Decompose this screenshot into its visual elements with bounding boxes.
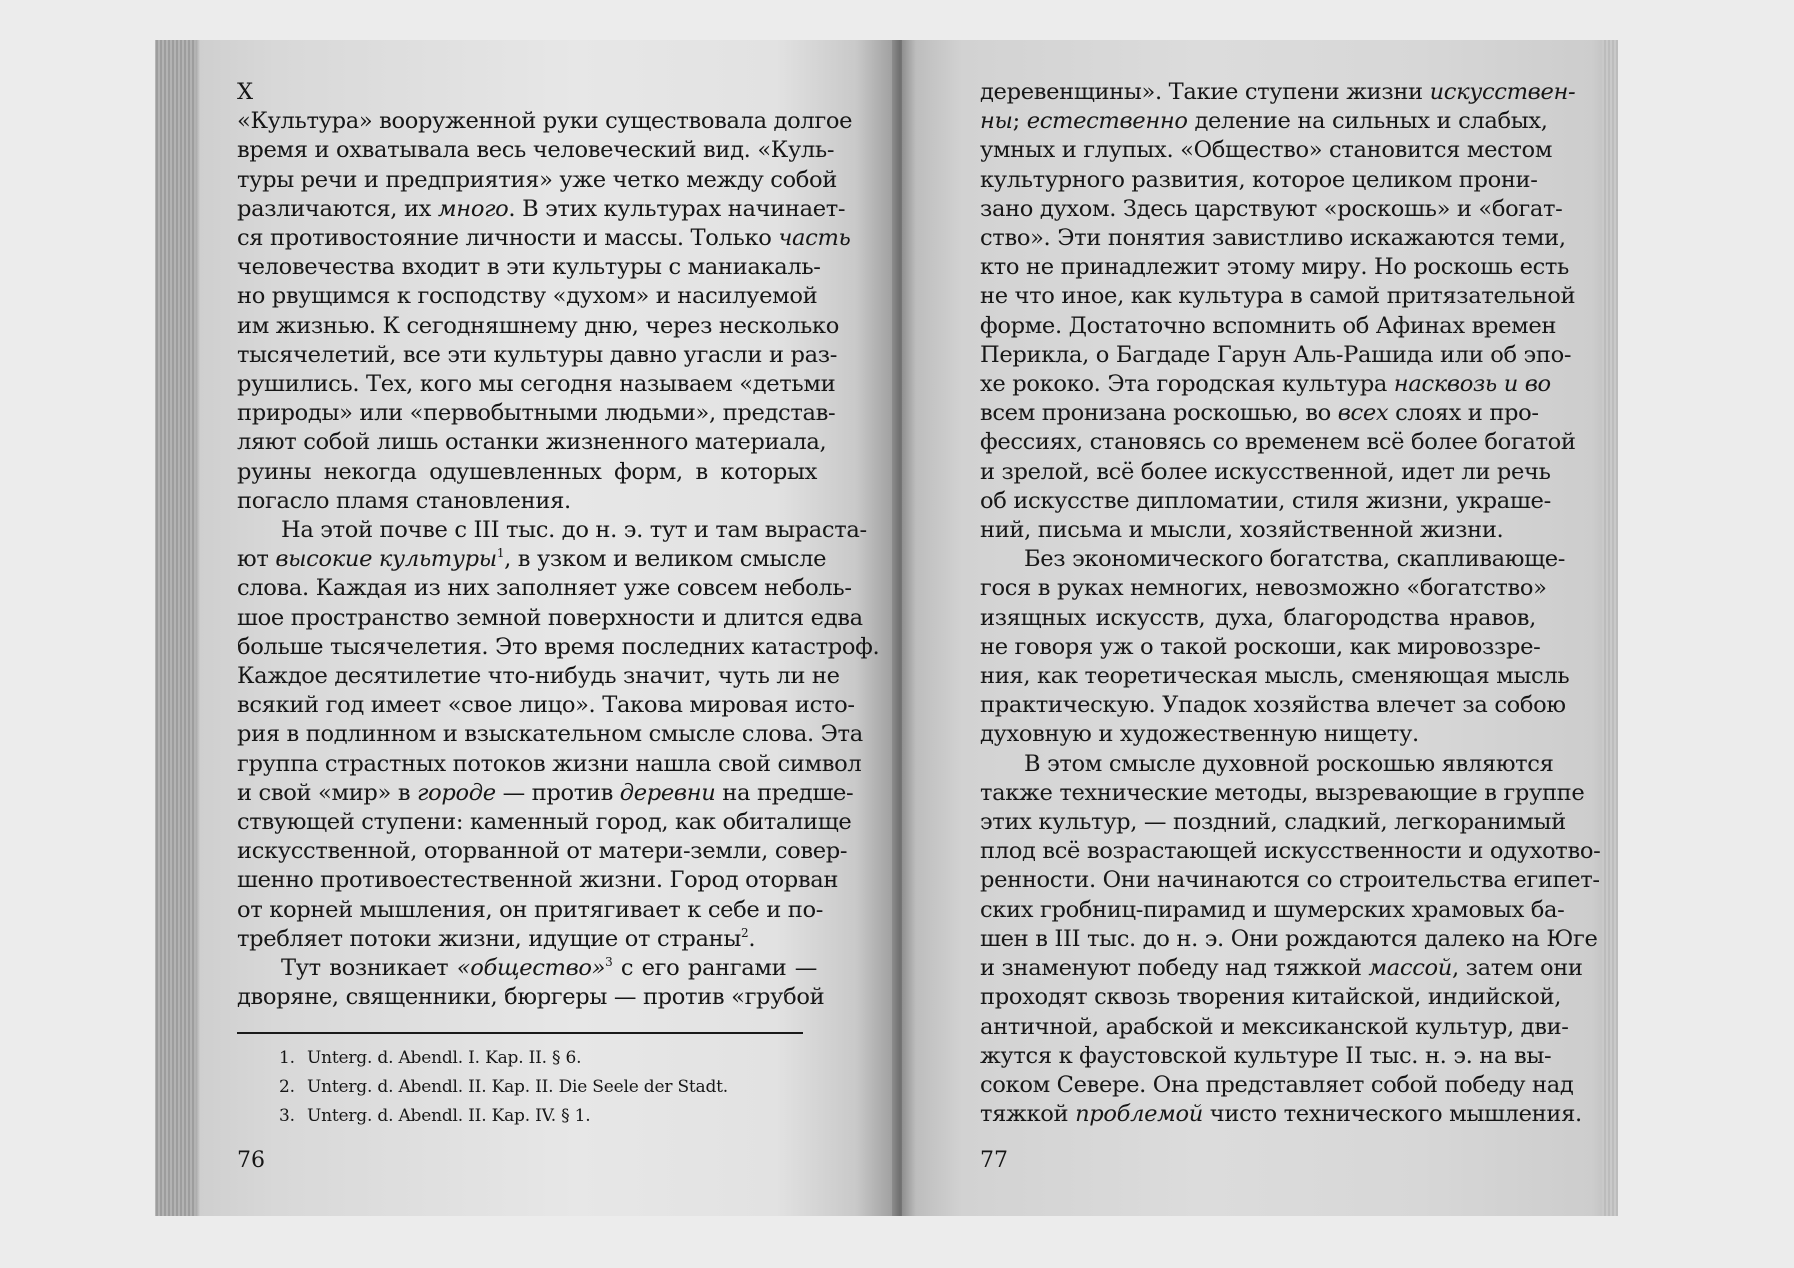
text-line: проходят сквозь творения китайской, индийской, xyxy=(980,984,1562,1011)
text-line: духовную и художественную нищету. xyxy=(980,721,1419,748)
text-line: Перикла, о Багдаде Гарун Аль-Рашида или об эпо- xyxy=(980,341,1572,368)
text-line: ляют собой лишь останки жизненного материала, xyxy=(237,429,827,456)
text-line: не говоря уж о такой роскоши, как мировоззре- xyxy=(980,633,1541,660)
text-line: умных и глупых. «Общество» становится местом xyxy=(980,137,1553,164)
text-line: ских гробниц-пирамид и шумерских храмовых ба- xyxy=(980,896,1565,923)
text-line: человечества входит в эти культуры с маниакаль- xyxy=(237,254,821,281)
footnote-number: 1. xyxy=(279,1048,295,1068)
left-page xyxy=(156,40,898,1216)
text-line: ся противостояние личности и массы. Только часть xyxy=(237,225,851,252)
text-line: плод всё возрастающей искусственности и одухотво- xyxy=(980,838,1601,865)
footnotes xyxy=(279,1044,799,1131)
text-line: В этом смысле духовной роскошью являются xyxy=(1024,750,1554,777)
text-line: им жизнью. К сегодняшнему дню, через несколько xyxy=(237,312,839,339)
text-line: фессиях, становясь со временем всё более богатой xyxy=(980,429,1576,456)
footnote xyxy=(279,1073,799,1102)
text-line: рия в подлинном и взыскательном смысле слова. Эта xyxy=(237,721,863,748)
text-line: различаются, их много. В этих культурах начинает- xyxy=(237,195,846,222)
text-line: время и охватывала весь человеческий вид. «Куль- xyxy=(237,137,835,164)
right-page-text xyxy=(980,78,1601,1129)
text-line: группа страстных потоков жизни нашла свой символ xyxy=(237,750,862,777)
footnote-text: Unterg. d. Abendl. II. Kap. IV. § 1. xyxy=(307,1106,591,1126)
footnote-text: Unterg. d. Abendl. I. Kap. II. § 6. xyxy=(307,1048,582,1068)
text-line: кто не принадлежит этому миру. Но роскошь есть xyxy=(980,254,1569,281)
text-line: Каждое десятилетие что-нибудь значит, чуть ли не xyxy=(237,663,840,690)
left-page-text xyxy=(237,78,880,1013)
text-line: также технические методы, вызревающие в группе xyxy=(980,779,1585,806)
text-line: дворяне, священники, бюргеры — против «грубой xyxy=(237,984,825,1011)
text-line: деревенщины». Такие ступени жизни искусствен- xyxy=(980,79,1576,105)
text-line: Тут возникает «общество»$^3$ с его рангами — xyxy=(281,955,817,982)
text-line: тысячелетий, все эти культуры давно угасли и раз- xyxy=(237,341,837,368)
text-line: природы» или «первобытными людьми», представ- xyxy=(237,400,836,427)
open-book xyxy=(156,40,1618,1216)
text-line: больше тысячелетия. Это время последних катастроф. xyxy=(237,633,880,660)
footnote-text: Unterg. d. Abendl. II. Kap. II. Die Seele der Stadt. xyxy=(307,1077,728,1097)
text-line: изящных искусств, духа, благородства нравов, xyxy=(980,604,1536,631)
text-line: от корней мышления, он притягивает к себе и по- xyxy=(237,896,824,923)
footnote xyxy=(279,1044,799,1073)
text-line: ренности. Они начинаются со строительства египет- xyxy=(980,867,1600,894)
text-line: ство». Эти понятия завистливо искажаются теми, xyxy=(980,225,1566,252)
text-line: гося в руках немногих, невозможно «богатство» xyxy=(980,575,1547,602)
text-line: рушились. Тех, кого мы сегодня называем «детьми xyxy=(237,371,836,398)
text-line: античной, арабской и мексиканской культур, дви- xyxy=(980,1013,1569,1040)
text-line: и знаменуют победу над тяжкой массой, затем они xyxy=(980,955,1583,982)
text-line: соком Севере. Она представляет собой победу над xyxy=(980,1071,1574,1098)
text-line: погасло пламя становления. xyxy=(237,487,571,514)
text-line: туры речи и предприятия» уже четко между собой xyxy=(237,166,838,193)
text-line: жутся к фаустовской культуре II тыс. н. э. на вы- xyxy=(980,1042,1552,1069)
footnote-number: 3. xyxy=(279,1106,295,1126)
text-line: искусственной, оторванной от матери-земли, совер- xyxy=(237,838,848,865)
footnote-separator xyxy=(237,1032,803,1034)
text-line: ны; естественно деление на сильных и слабых, xyxy=(980,108,1548,135)
text-line: зано духом. Здесь царствуют «роскошь» и «богат- xyxy=(980,195,1563,222)
text-line: культурного развития, которое целиком прони- xyxy=(980,166,1538,193)
text-line: ния, как теоретическая мысль, сменяющая мысль xyxy=(980,663,1570,690)
text-line: шен в III тыс. до н. э. Они рождаются далеко на Юге xyxy=(980,925,1598,952)
page-number-left: 76 xyxy=(237,1148,265,1173)
right-page xyxy=(902,40,1618,1216)
text-line: «Культура» вооруженной руки существовала долгое xyxy=(237,108,853,135)
text-line: не что иное, как культура в самой притязательной xyxy=(980,283,1576,310)
text-line: ют высокие культуры$^1$, в узком и великом смысле xyxy=(237,546,827,573)
page-number-right: 77 xyxy=(980,1148,1008,1173)
text-line: требляет потоки жизни, идущие от страны$^2$. xyxy=(237,925,756,952)
text-line: всякий год имеет «свое лицо». Такова мировая исто- xyxy=(237,692,855,719)
text-line: этих культур, — поздний, сладкий, легкоранимый xyxy=(980,809,1566,836)
text-line: всем пронизана роскошью, во всех слоях и про- xyxy=(980,400,1539,427)
text-line: слова. Каждая из них заполняет уже совсем неболь- xyxy=(237,575,852,602)
text-line: шое пространство земной поверхности и длится едва xyxy=(237,604,863,631)
text-line: но рвущимся к господству «духом» и насилуемой xyxy=(237,283,818,310)
text-line: руины некогда одушевленных форм, в которых xyxy=(237,458,817,485)
text-line: об искусстве дипломатии, стиля жизни, украше- xyxy=(980,487,1551,514)
text-line: На этой почве с III тыс. до н. э. тут и там выраста- xyxy=(281,517,867,544)
text-line: и свой «мир» в городе — против деревни на предше- xyxy=(237,779,854,806)
footnote xyxy=(279,1102,799,1131)
text-line: шенно противоестественной жизни. Город оторван xyxy=(237,867,839,894)
text-line: ствующей ступени: каменный город, как обиталище xyxy=(237,809,852,836)
text-line: тяжкой проблемой чисто технического мышления. xyxy=(980,1101,1582,1128)
text-line: практическую. Упадок хозяйства влечет за собою xyxy=(980,692,1566,719)
text-line: Без экономического богатства, скапливающе- xyxy=(1024,546,1566,573)
text-line: и зрелой, всё более искусственной, идет ли речь xyxy=(980,458,1551,485)
chapter-mark: X xyxy=(237,79,253,105)
footnote-number: 2. xyxy=(279,1077,295,1097)
text-line: хе рококо. Эта городская культура насквозь и во xyxy=(980,371,1551,398)
text-line: ний, письма и мысли, хозяйственной жизни. xyxy=(980,517,1504,544)
text-line: форме. Достаточно вспомнить об Афинах времен xyxy=(980,312,1557,339)
